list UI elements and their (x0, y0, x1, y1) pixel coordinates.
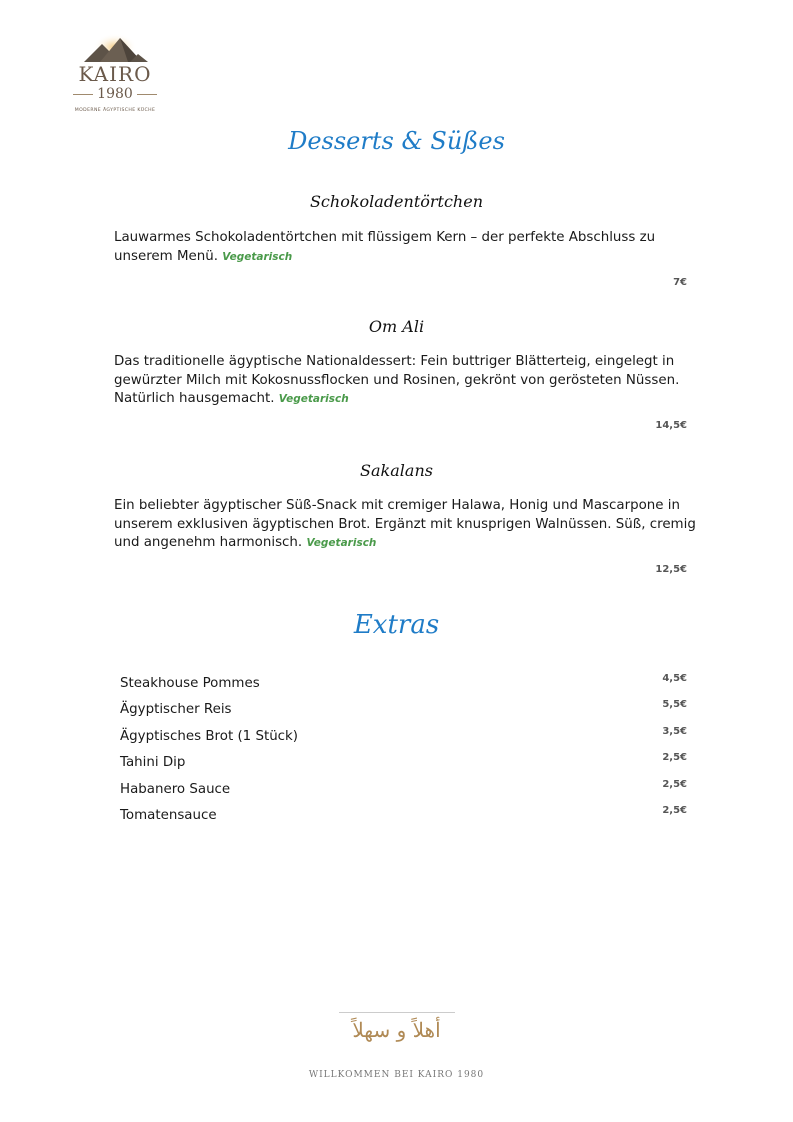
extra-item (120, 673, 687, 699)
restaurant-logo (62, 30, 168, 125)
extra-item-name: Tomatensauce (120, 807, 217, 823)
extra-item-price: 2,5€ (662, 778, 687, 790)
vegetarian-tag: Vegetarisch (278, 393, 349, 405)
dessert-item-description (114, 229, 704, 266)
dessert-item-description (114, 353, 704, 409)
logo-tagline: MODERNE ÄGYPTISCHE KÜCHE (74, 108, 156, 113)
footer-welcome-text: WILLKOMMEN BEI KAIRO 1980 (308, 1070, 485, 1080)
description-text: Das traditionelle ägyptische Nationaldessert: Fein buttriger Blätterteig, eingelegt in gewürzter Milch mit Kokosnussflocken und Rosinen, gekrönt von gerösteten Nüssen. Natürlich hausgemacht. (114, 354, 680, 406)
extra-item-name: Ägyptisches Brot (1 Stück) (120, 728, 299, 744)
logo-year-row (62, 86, 168, 102)
extras-list (120, 673, 687, 831)
vegetarian-tag: Vegetarisch (222, 250, 293, 263)
dessert-item-price: 12,5€ (655, 564, 687, 575)
pyramid-logo-icon (80, 30, 150, 64)
extra-item-price: 2,5€ (662, 752, 687, 764)
description-text: Lauwarmes Schokoladentörtchen mit flüssigem Kern – der perfekte Abschluss zu unserem Menü. (114, 230, 656, 264)
extra-item-price: 3,5€ (662, 725, 687, 737)
extra-item-price: 4,5€ (662, 673, 687, 684)
dessert-item-name: Sakalans (360, 461, 433, 480)
extra-item-price: 5,5€ (662, 699, 687, 711)
dessert-item-description (114, 497, 704, 553)
extra-item (120, 805, 687, 831)
extra-item-price: 2,5€ (662, 804, 687, 816)
extra-item-name: Steakhouse Pommes (120, 676, 260, 691)
footer-divider (339, 1012, 455, 1013)
logo-divider-left (73, 94, 93, 95)
logo-name: KAIRO (78, 62, 152, 86)
description-text: Ein beliebter ägyptischer Süß-Snack mit cremiger Halawa, Honig und Mascarpone in unserem exklusiven ägyptischen Brot. Ergänzt mit knusprigen Walnüssen. Süß, cremig und angenehm harmonisch. (114, 498, 696, 550)
dessert-item-name: Schokoladentörtchen (309, 192, 484, 211)
dessert-item-price: 14,5€ (655, 420, 687, 431)
extra-item-name: Habanero Sauce (120, 781, 231, 797)
desserts-section-title: Desserts & Süßes (288, 127, 505, 155)
vegetarian-tag: Vegetarisch (306, 537, 377, 549)
dessert-item-name: Om Ali (368, 317, 425, 336)
extra-item (120, 779, 687, 805)
logo-year: 1980 (97, 86, 133, 102)
footer-arabic-greeting: أهلاً و سهلاً (352, 1018, 441, 1042)
logo-divider-right (137, 94, 157, 95)
extra-item-name: Ägyptischer Reis (120, 702, 232, 718)
extra-item (120, 699, 687, 725)
extras-section-title: Extras (353, 610, 440, 640)
extra-item (120, 726, 687, 752)
dessert-item-price: 7€ (673, 277, 687, 288)
extra-item-name: Tahini Dip (120, 755, 186, 771)
extra-item (120, 752, 687, 778)
